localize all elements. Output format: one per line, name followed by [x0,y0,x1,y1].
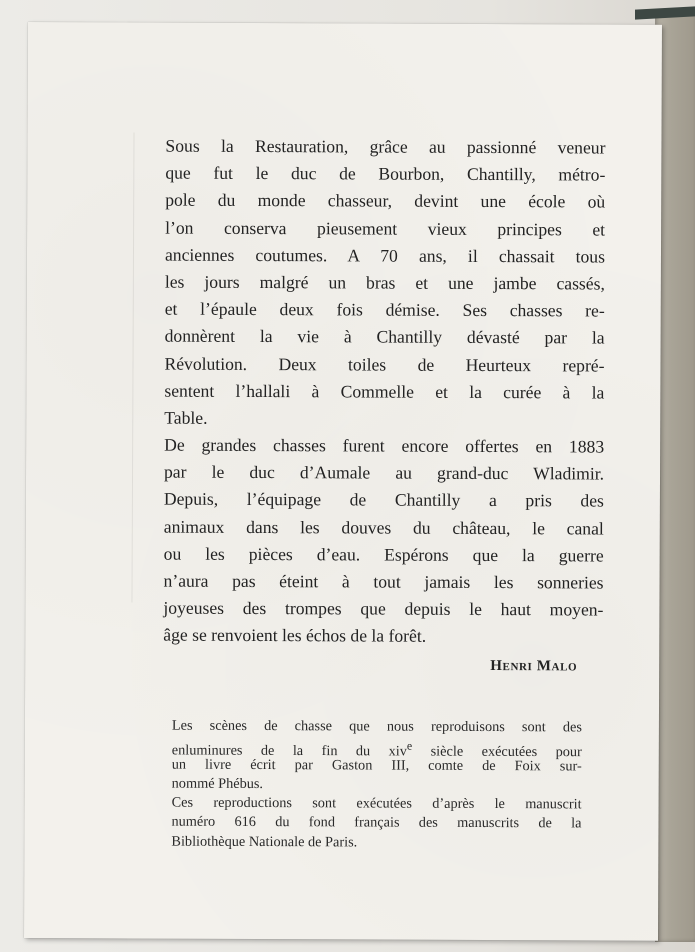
text-line: sentent l’hallali à Commelle et la curée à la [164,380,605,403]
text-line: Table. [164,407,208,428]
footnote [171,717,582,854]
text-line: De grandes chasses furent encore offertes en 1883 [164,434,605,457]
text-line: les jours malgré un bras et une jambe cassés, [164,271,605,294]
text-line: par le duc d’Aumale au grand-duc Wladimir. [163,461,605,484]
text-line: animaux dans les douves du château, le canal [163,516,604,539]
note-line: Ces reproductions sont exécutées d’après le manuscrit [171,794,582,813]
text-line: âge se renvoient les échos de la forêt. [163,624,427,647]
text-line: que fut le duc de Bourbon, Chantilly, métro- [165,162,606,185]
printed-page [24,22,662,941]
superscript: e [406,738,413,753]
note-line: un livre écrit par Gaston III, comte de Foix sur- [171,756,582,775]
note-line-part: enluminures de la fin du xiv [171,742,407,760]
text-line: l’on conserva pieusement vieux principes et [165,217,606,240]
text-line: joyeuses des trompes que depuis le haut moyen- [163,597,604,620]
author-signature: Henri Malo [490,658,578,675]
note-line: Bibliothèque Nationale de Paris. [171,833,358,851]
text-line: et l’épaule deux fois démise. Ses chasses re- [164,298,605,321]
text-line: Révolution. Deux toiles de Heurteux repré- [164,353,605,376]
text-line: pole du monde chasseur, devint une école où [165,189,606,212]
note-line: numéro 616 du fond français des manuscrits de la [171,814,582,832]
text-line: Sous la Restauration, grâce au passionné veneur [165,135,606,158]
note-line: nommé Phébus. [171,775,264,792]
note-line: Les scènes de chasse que nous reproduisons sont des [171,717,582,736]
note-line-part: siècle exécutées pour [412,743,582,761]
main-text [163,133,605,651]
text-line: donnèrent la vie à Chantilly dévasté par la [164,325,605,348]
text-line: ou les pièces d’eau. Espérons que la guerre [163,543,604,566]
plate-mark [131,132,144,602]
text-line: anciennes coutumes. A 70 ans, il chassait tous [164,244,606,267]
text-line: Depuis, l’équipage de Chantilly a pris des [163,489,604,511]
text-line: n’aura pas éteint à tout jamais les sonneries [163,570,604,593]
note-line [171,736,582,761]
